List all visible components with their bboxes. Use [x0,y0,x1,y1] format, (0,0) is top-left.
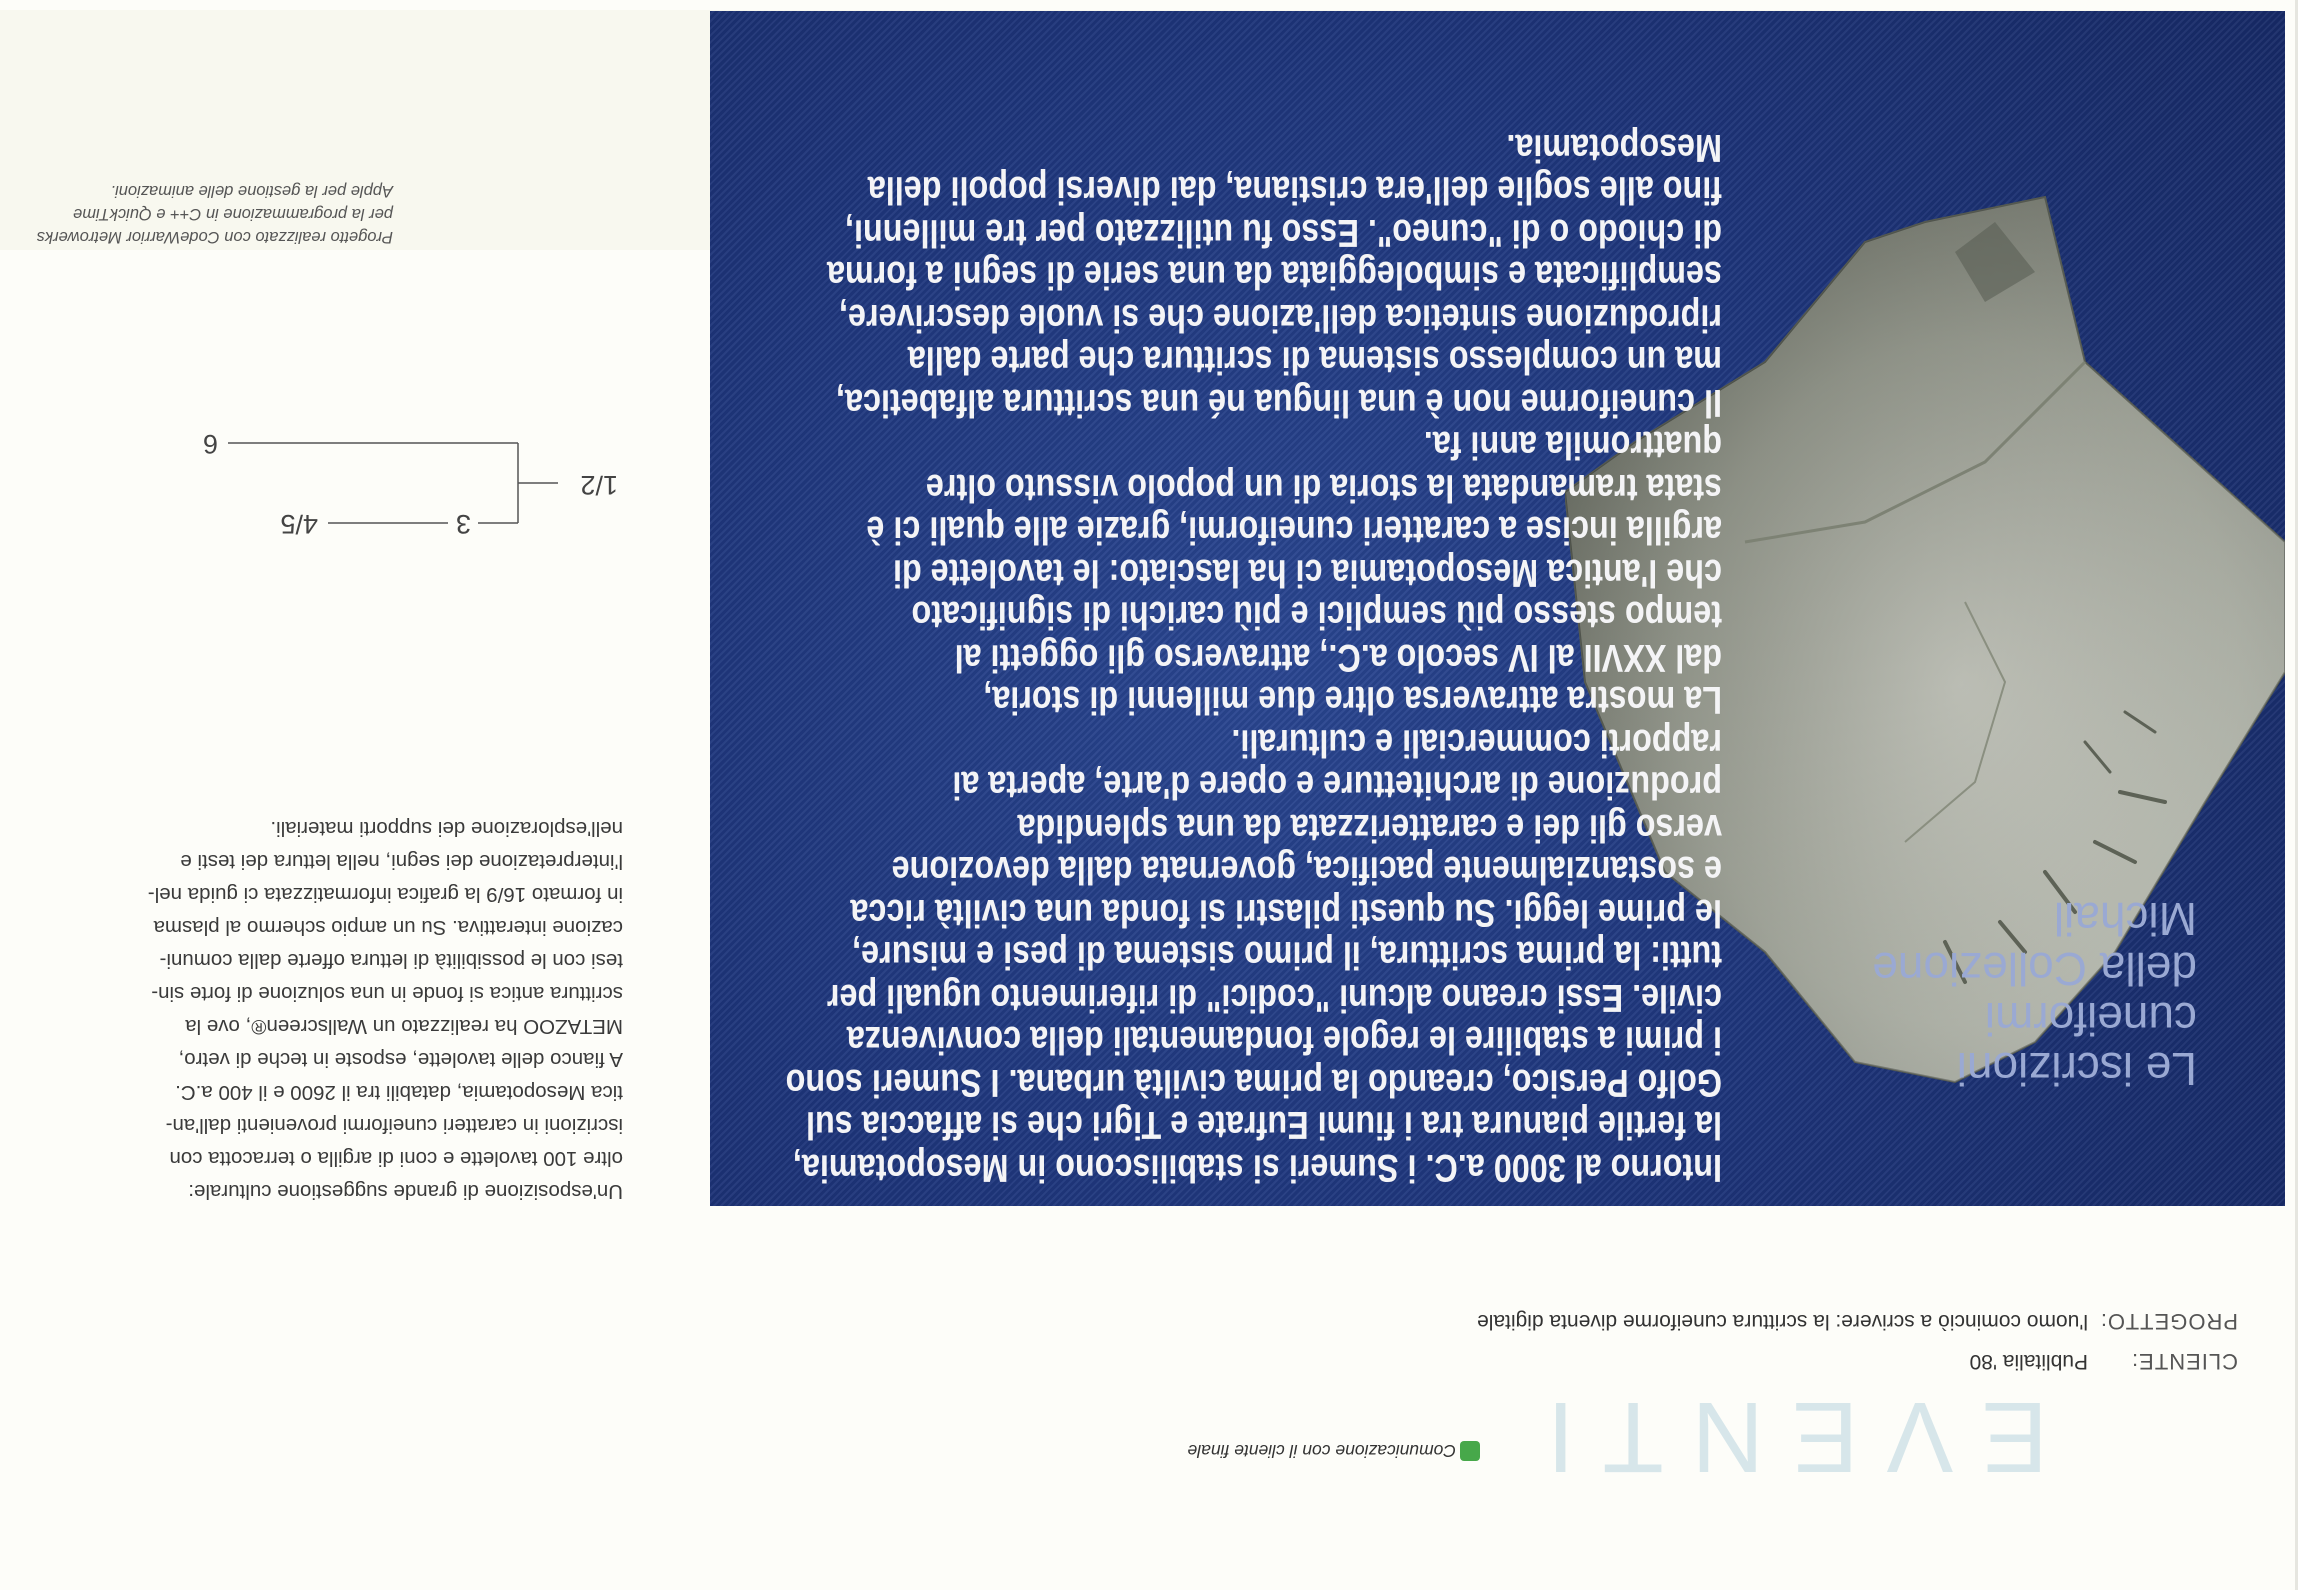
tree-node-label: 3 [455,509,471,539]
body-line: semplificata e simboleggiata da una serie di segni a forma [826,253,1722,297]
panel-title-line: cuneiformi [1984,993,2197,1045]
body-line: dal XXVII al IV secolo a.C., attraverso gli oggetti al [954,636,1722,679]
description-line: oltre 100 tavolette e coni di argilla o terracotta con [169,1147,623,1170]
description-line: in formato 16/9 la grafica informatizzata ci guida nel- [147,883,623,906]
body-line: argilla incise a caratteri cuneiformi, grazie alle quali ci è [866,508,1722,552]
project-description [93,812,623,1208]
credit-line: per la programmazione in C++ e QuickTime [73,205,393,223]
description-line: cazione interattiva. Su un ampio schermo al plasma [153,916,623,939]
project-value: l'uomo cominciò a scrivere: la scrittura cuneiforme diventa digitale [1477,1310,2088,1333]
body-line: Mesopotamia. [1506,126,1722,169]
section-title: EVENTI [1518,1381,2048,1493]
body-line: le prime leggi. Su questi pilastri si fonda una civiltà ricca [850,891,1722,934]
description-line: tesi con le possibilità di lettura offerte dalla comuni- [159,949,623,972]
body-line: tempo stesso più semplici e più carichi di significato [911,593,1722,637]
body-line: tutti: la prima scrittura, il primo sistema di pesi e misure, [852,933,1722,977]
body-line: stata tramandata la storia di un popolo vissuto oltre [925,466,1722,509]
client-value: Publitalia '80 [1969,1350,2088,1373]
credit-line: Progetto realizzato con CodeWarrior Metrowerks [36,228,393,246]
tree-node-label: 4/5 [280,509,318,539]
body-line: fino alle soglie dell'era cristiana, dai diversi popoli della [867,168,1722,212]
body-line: riproduzione sintetica dell'azione che si vuole descrivere, [839,296,1722,339]
tree-connector-lines [58,425,618,545]
body-line: di chiodo o di "cuneo". Esso fu utilizzato per tre millenni, [845,211,1722,254]
body-line: civile. Essi creano alcuni "codici" di riferimento uguali per [826,976,1722,1019]
body-line: verso gli dei e caratterizzata da una splendida [1017,806,1722,849]
category-marker-icon [1460,1441,1480,1461]
panel-title-line: Le iscrizioni [1956,1043,2197,1095]
description-line: l'interpretazione dei segni, nella lettura dei testi e [180,850,623,873]
body-line: La mostra attraversa oltre due millenni di storia, [983,678,1722,722]
description-line: A fianco delle tavolette, esposte in teche di vetro, [178,1048,623,1071]
credit-line: Apple per la gestione delle animazioni. [110,182,393,200]
navigation-tree-diagram [58,425,618,545]
description-line: METAZOO ha realizzato un Wallscreen®, ove la [185,1015,623,1038]
body-line: la fertile pianura tra i fiumi Eufrate e Tigri che si affaccia sul [805,1103,1722,1147]
tree-root-label: 1/2 [580,470,618,500]
body-line: rapporti commerciali e culturali. [1231,721,1722,764]
panel-body-text [785,126,1722,1189]
body-line: i primi a stabilire le regole fondamentali della convivenza [846,1018,1722,1062]
description-line: nell'esplorazione dei supporti materiali. [270,817,623,840]
description-line: Un'esposizione di grande suggestione culturale: [188,1180,623,1203]
description-line: scrittura antica si fonde in una soluzione di forte sin- [151,982,623,1005]
technical-credit [33,179,393,248]
description-line: tica Mesopotamia, databili tra il 2600 e il 400 a.C. [175,1081,623,1104]
body-line: che l'antica Mesopotamia ci ha lasciato: le tavolette di [892,551,1722,594]
panel-title-line: della Collezione Michail [1872,893,2197,995]
body-line: Golfo Persico, creando la prima civiltà urbana. I Sumeri sono [785,1061,1722,1104]
body-line: Il cuneiforme non è una lingua né una scrittura alfabetica, [836,381,1722,424]
client-label: CLIENTE: [2130,1349,2238,1374]
description-line: iscrizioni in caratteri cuneiformi provenienti dall'an- [165,1114,623,1137]
panel-title [1817,894,2197,1094]
body-line: quattromila anni fa. [1423,423,1722,467]
project-label: PROGETTO: [2099,1309,2238,1334]
category-label: Comunicazione con il cliente finale [1187,1441,1456,1461]
body-line: ma un complesso sistema di scrittura che parte dalla [907,338,1722,382]
exhibition-panel [710,11,2285,1206]
body-line: Intorno al 3000 a.C. i Sumeri si stabiliscono in Mesopotamia, [792,1146,1722,1189]
tree-node-label: 6 [202,429,218,459]
body-line: produzione di architetture e opere d'arte, aperta ai [952,763,1722,807]
body-line: e sostanzialmente pacifica, governata dalla devozione [891,848,1722,892]
